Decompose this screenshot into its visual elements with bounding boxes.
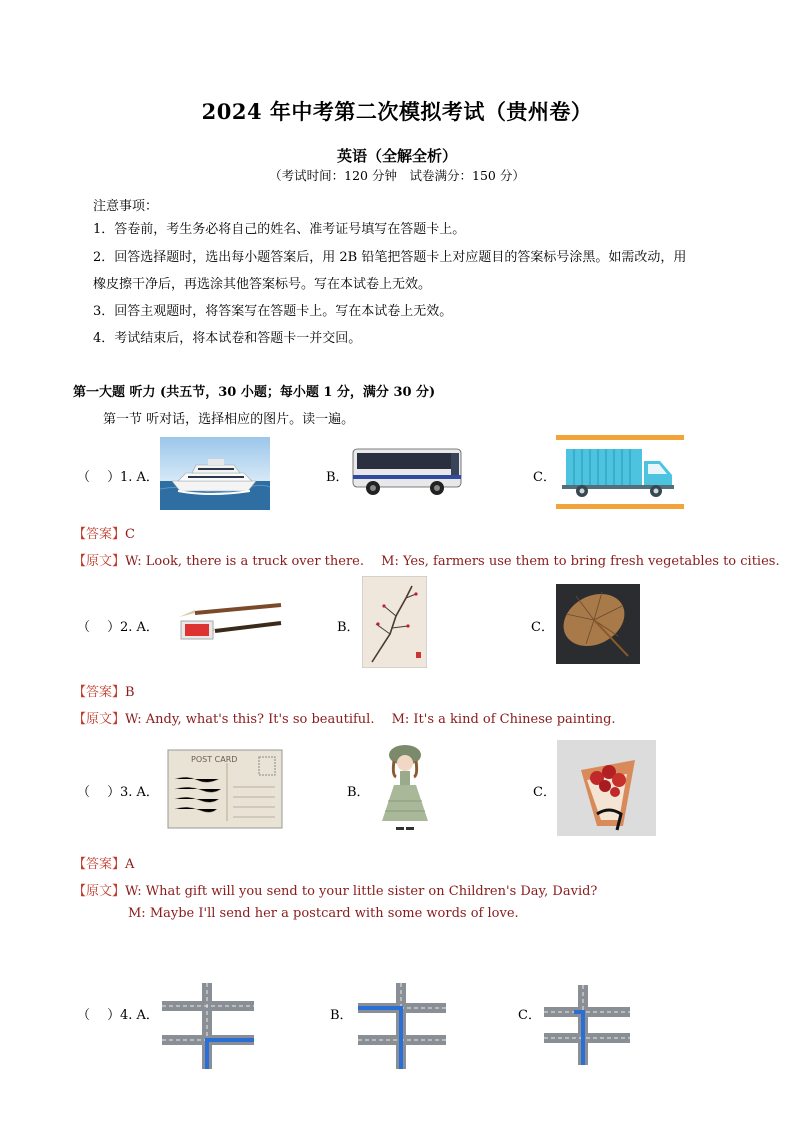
q1-answer-value: C xyxy=(125,527,135,542)
q3-script-line-2: M: Maybe I'll send her a postcard with some words of love. xyxy=(128,906,519,921)
q3-script-line-1: W: What gift will you send to your little sister on Children's Day, David? xyxy=(125,884,598,899)
intersection-map-icon xyxy=(358,983,446,1069)
script-tag: 【原文】 xyxy=(73,884,126,899)
notice-item-2-cont: 橡皮擦干净后，再选涂其他答案标号。写在本试卷上无效。 xyxy=(93,277,432,292)
q2-option-c-image xyxy=(556,584,640,664)
section1-heading: 第一节 听对话，选择相应的图片。读一遍。 xyxy=(103,412,355,427)
ship-icon xyxy=(160,437,270,510)
part1-heading: 第一大题 听力 (共五节，30 小题；每小题 1 分，满分 30 分) xyxy=(73,385,436,400)
q4-option-a-map xyxy=(162,983,254,1069)
intersection-map-icon xyxy=(544,985,630,1065)
chinese-painting-icon xyxy=(362,576,427,668)
q2-answer xyxy=(73,681,135,700)
q2-option-b-image xyxy=(362,576,427,668)
q4-option-c-label: C． xyxy=(518,1008,541,1023)
umbrella-icon xyxy=(556,584,640,664)
q4-option-b-label: B． xyxy=(330,1008,353,1023)
flowers-icon xyxy=(557,740,656,836)
q3-option-c-image xyxy=(557,740,656,836)
intersection-map-icon xyxy=(162,983,254,1069)
notice-item-2: 2．回答选择题时，选出每小题答案后，用 2B 铅笔把答题卡上对应题目的答案标号涂黑。如需改动，用 xyxy=(93,250,687,265)
q4-option-b-map xyxy=(358,983,446,1069)
q3-answer xyxy=(73,853,134,872)
q2-number: 2. A． xyxy=(120,620,159,635)
q1-answer xyxy=(73,523,135,542)
q4-number: 4. A． xyxy=(120,1008,159,1023)
q2-bracket: （ ） xyxy=(77,620,121,635)
q1-bracket: （ ） xyxy=(77,470,121,485)
bus-icon xyxy=(351,445,465,498)
answer-tag: 【答案】 xyxy=(73,685,126,700)
q2-script-text: W: Andy, what's this? It's so beautiful. M: It's a kind of Chinese painting. xyxy=(125,712,616,727)
notice-item-4: 4．考试结束后，将本试卷和答题卡一并交回。 xyxy=(93,331,362,346)
q1-option-a-image xyxy=(160,437,270,510)
answer-tag: 【答案】 xyxy=(73,857,126,872)
notice-item-1: 1．答卷前，考生务必将自己的姓名、准考证号填写在答题卡上。 xyxy=(93,222,466,237)
q2-option-a-image xyxy=(175,597,285,643)
q4-option-c-map xyxy=(544,985,630,1065)
q2-option-b-label: B． xyxy=(337,620,360,635)
q1-number: 1. A． xyxy=(120,470,159,485)
notice-item-3: 3．回答主观题时，将答案写在答题卡上。写在本试卷上无效。 xyxy=(93,304,453,319)
q3-option-c-label: C． xyxy=(533,785,556,800)
exam-info: （考试时间：120 分钟 试卷满分：150 分） xyxy=(269,168,525,183)
truck-icon xyxy=(556,435,684,509)
q3-script xyxy=(73,880,597,899)
q2-script xyxy=(73,708,616,727)
q2-answer-value: B xyxy=(125,685,135,700)
doll-icon xyxy=(374,741,436,832)
q3-bracket: （ ） xyxy=(77,785,121,800)
q3-option-a-image xyxy=(167,749,283,829)
page-title: 2024 年中考第二次模拟考试（贵州卷） xyxy=(201,99,593,124)
brush-and-seal-icon xyxy=(175,597,285,643)
q4-bracket: （ ） xyxy=(77,1008,121,1023)
q1-option-b-image xyxy=(351,445,465,498)
q1-script xyxy=(73,550,780,569)
q2-option-c-label: C． xyxy=(531,620,554,635)
q3-option-b-image xyxy=(374,741,436,832)
notice-heading: 注意事项： xyxy=(93,199,159,214)
q1-option-c-label: C． xyxy=(533,470,556,485)
page-subtitle: 英语（全解全析） xyxy=(336,147,457,165)
q3-number: 3. A． xyxy=(120,785,159,800)
postcard-label: POST CARD xyxy=(191,755,238,764)
q1-option-b-label: B． xyxy=(326,470,349,485)
answer-tag: 【答案】 xyxy=(73,527,126,542)
q3-answer-value: A xyxy=(125,857,135,872)
script-tag: 【原文】 xyxy=(73,554,126,569)
q1-script-text: W: Look, there is a truck over there. M: Yes, farmers use them to bring fresh vegetables to cities. xyxy=(125,554,780,569)
q3-option-b-label: B． xyxy=(347,785,370,800)
q1-option-c-image xyxy=(556,435,684,509)
script-tag: 【原文】 xyxy=(73,712,126,727)
